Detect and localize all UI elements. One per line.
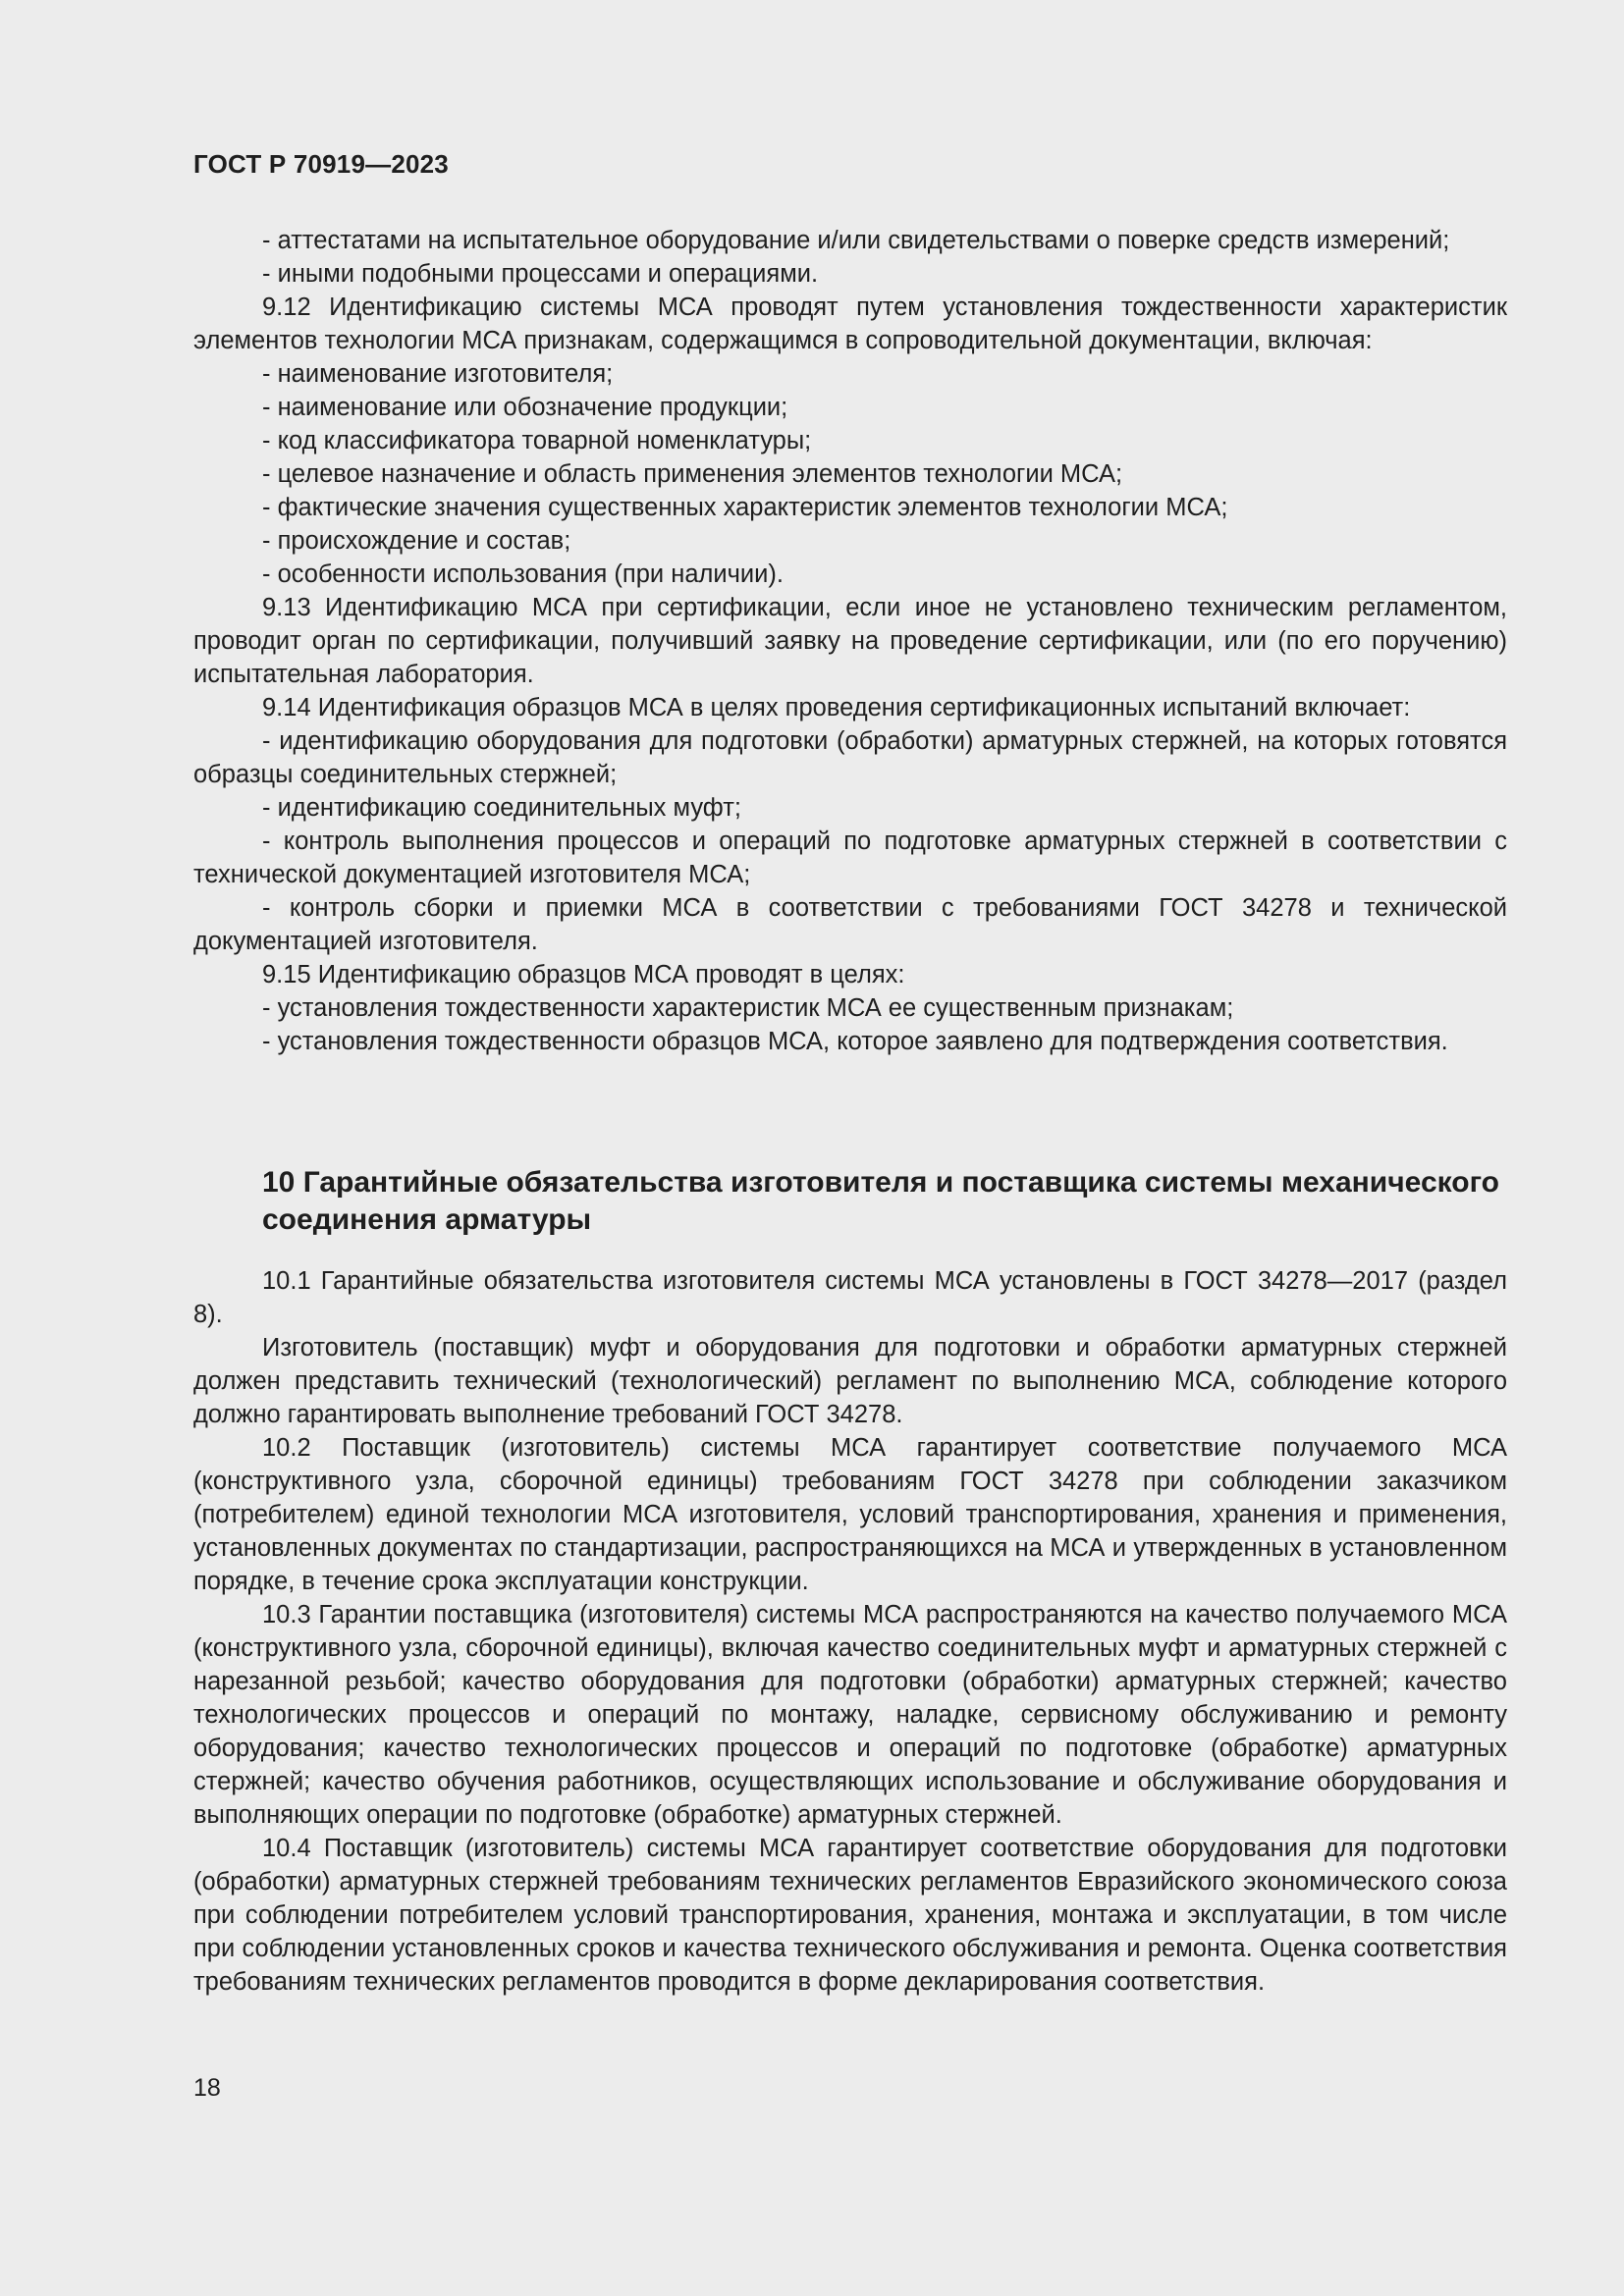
paragraph: Изготовитель (поставщик) муфт и оборудования для подготовки и обработки арматурных стержней должен представить технический (технологический) регламент по выполнению МСА, соблюдение которого должно гарантировать выполнение требований ГОСТ 34278. xyxy=(193,1334,1507,1428)
paragraph: - идентификацию соединительных муфт; xyxy=(262,794,741,822)
paragraph: - иными подобными процессами и операциями. xyxy=(262,260,819,288)
paragraph: 9.13 Идентификацию МСА при сертификации, если иное не установлено техническим регламентом, проводит орган по сертификации, получивший заявку на проведение сертификации, или (по его поручению) испытательная лаборатория. xyxy=(193,594,1507,688)
body-text-section-10 xyxy=(193,1264,1507,1999)
paragraph: - установления тождественности характеристик МСА ее существенным признакам; xyxy=(262,994,1234,1022)
paragraph: - целевое назначение и область применения элементов технологии МСА; xyxy=(262,460,1123,488)
paragraph: 9.14 Идентификация образцов МСА в целях проведения сертификационных испытаний включает: xyxy=(262,694,1411,721)
paragraph: 10.3 Гарантии поставщика (изготовителя) системы МСА распространяются на качество получаемого МСА (конструктивного узла, сборочной единицы), включая качество соединительных муфт и арматурных стержней с нарезанной резьбой; качество оборудования для подготовки (обработки) арматурных стержней; качество технологических процессов и операций по монтажу, наладке, сервисному обслуживанию и ремонту оборудования; качество технологических процессов и операций по подготовке (обработке) арматурных стержней; качество обучения работников, осуществляющих использование и обслуживание оборудования и выполняющих операции по подготовке (обработке) арматурных стержней. xyxy=(193,1601,1507,1829)
page-number: 18 xyxy=(193,2074,221,2102)
paragraph: - наименование изготовителя; xyxy=(262,360,614,388)
document-code-header: ГОСТ Р 70919—2023 xyxy=(193,149,449,179)
paragraph: - особенности использования (при наличии). xyxy=(262,561,784,588)
section-heading: 10 Гарантийные обязательства изготовителя и поставщика системы механического соединения арматуры xyxy=(262,1166,1499,1236)
paragraph: - идентификацию оборудования для подготовки (обработки) арматурных стержней, на которых готовятся образцы соединительных стержней; xyxy=(193,727,1507,788)
paragraph: - фактические значения существенных характеристик элементов технологии МСА; xyxy=(262,494,1228,521)
paragraph: 10.2 Поставщик (изготовитель) системы МСА гарантирует соответствие получаемого МСА (конструктивного узла, сборочной единицы) требованиям ГОСТ 34278 при соблюдении заказчиком (потребителем) единой технологии МСА изготовителя, условий транспортирования, хранения и применения, установленных документах по стандартизации, распространяющихся на МСА и утвержденных в установленном порядке, в течение срока эксплуатации конструкции. xyxy=(193,1434,1507,1595)
paragraph: - происхождение и состав; xyxy=(262,527,571,555)
body-text-section-9 xyxy=(193,224,1507,1058)
paragraph: - установления тождественности образцов МСА, которое заявлено для подтверждения соответствия. xyxy=(262,1028,1448,1055)
paragraph: - контроль выполнения процессов и операций по подготовке арматурных стержней в соответствии с технической документацией изготовителя МСА; xyxy=(193,828,1507,888)
paragraph: 10.4 Поставщик (изготовитель) системы МСА гарантирует соответствие оборудования для подготовки (обработки) арматурных стержней требованиям технических регламентов Евразийского экономического союза при соблюдении потребителем условий транспортирования, хранения, монтажа и эксплуатации, в том числе при соблюдении установленных сроков и качества технического обслуживания и ремонта. Оценка соответствия требованиям технических регламентов проводится в форме декларирования соответствия. xyxy=(193,1835,1507,1996)
paragraph: - код классификатора товарной номенклатуры; xyxy=(262,427,812,454)
paragraph: 10.1 Гарантийные обязательства изготовителя системы МСА установлены в ГОСТ 34278—2017 (раздел 8). xyxy=(193,1267,1507,1328)
paragraph: - аттестатами на испытательное оборудование и/или свидетельствами о поверке средств измерений; xyxy=(262,227,1450,254)
paragraph: - контроль сборки и приемки МСА в соответствии с требованиями ГОСТ 34278 и технической документацией изготовителя. xyxy=(193,894,1507,955)
paragraph: - наименование или обозначение продукции; xyxy=(262,394,788,421)
paragraph: 9.12 Идентификацию системы МСА проводят путем установления тождественности характеристик элементов технологии МСА признакам, содержащимся в сопроводительной документации, включая: xyxy=(193,294,1507,354)
paragraph: 9.15 Идентификацию образцов МСА проводят в целях: xyxy=(262,961,905,988)
